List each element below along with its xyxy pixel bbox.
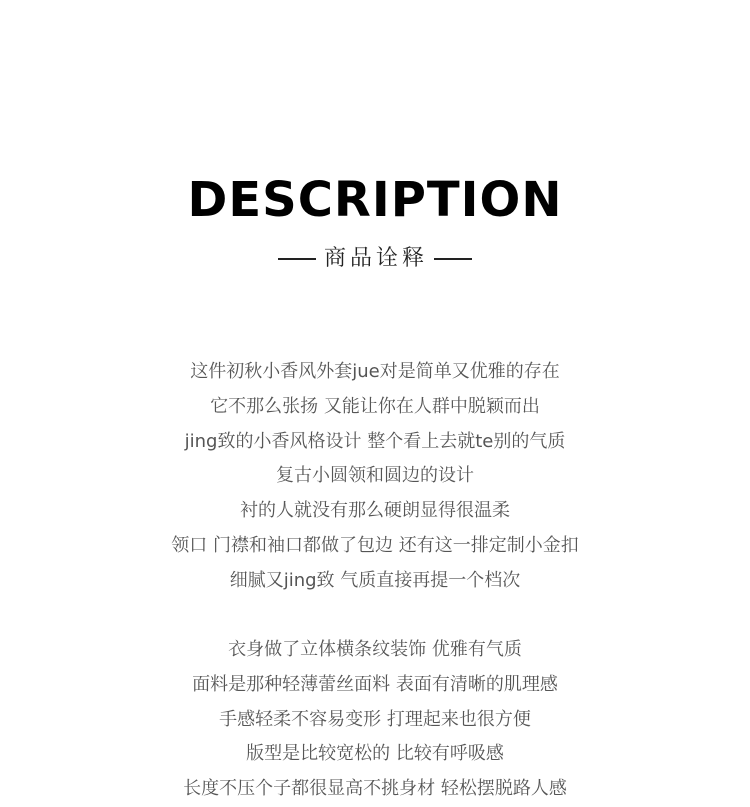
description-line: 复古小圆领和圆边的设计 xyxy=(276,465,474,487)
description-line: 领口 门襟和袖口都做了包边 还有这一排定制小金扣 xyxy=(171,534,579,556)
description-line: jing致的小香风格设计 整个看上去就te别的气质 xyxy=(184,430,566,452)
description-paragraph-2 xyxy=(0,633,750,807)
description-paragraph-1 xyxy=(0,355,750,599)
page-title: DESCRIPTION xyxy=(187,172,563,228)
description-line: 细腻又jing致 气质直接再提一个档次 xyxy=(229,569,521,591)
description-line: 长度不压个子都很显高不挑身材 轻松摆脱路人感 xyxy=(183,778,567,800)
description-line: 这件初秋小香风外套jue对是简单又优雅的存在 xyxy=(190,361,560,382)
right-divider xyxy=(434,258,472,260)
description-line: 版型是比较宽松的 比较有呼吸感 xyxy=(246,743,504,765)
description-line: 面料是那种轻薄蕾丝面料 表面有清晰的肌理感 xyxy=(192,673,558,695)
description-line: 衣身做了立体横条纹装饰 优雅有气质 xyxy=(228,639,522,660)
description-line: 手感轻柔不容易变形 打理起来也很方便 xyxy=(219,708,531,730)
subtitle-row xyxy=(0,244,750,274)
description-line: 衬的人就没有那么硬朗显得很温柔 xyxy=(240,500,510,522)
left-divider xyxy=(278,258,316,260)
description-line: 它不那么张扬 又能让你在人群中脱颖而出 xyxy=(210,395,540,417)
page-subtitle: 商品诠释 xyxy=(323,246,428,271)
